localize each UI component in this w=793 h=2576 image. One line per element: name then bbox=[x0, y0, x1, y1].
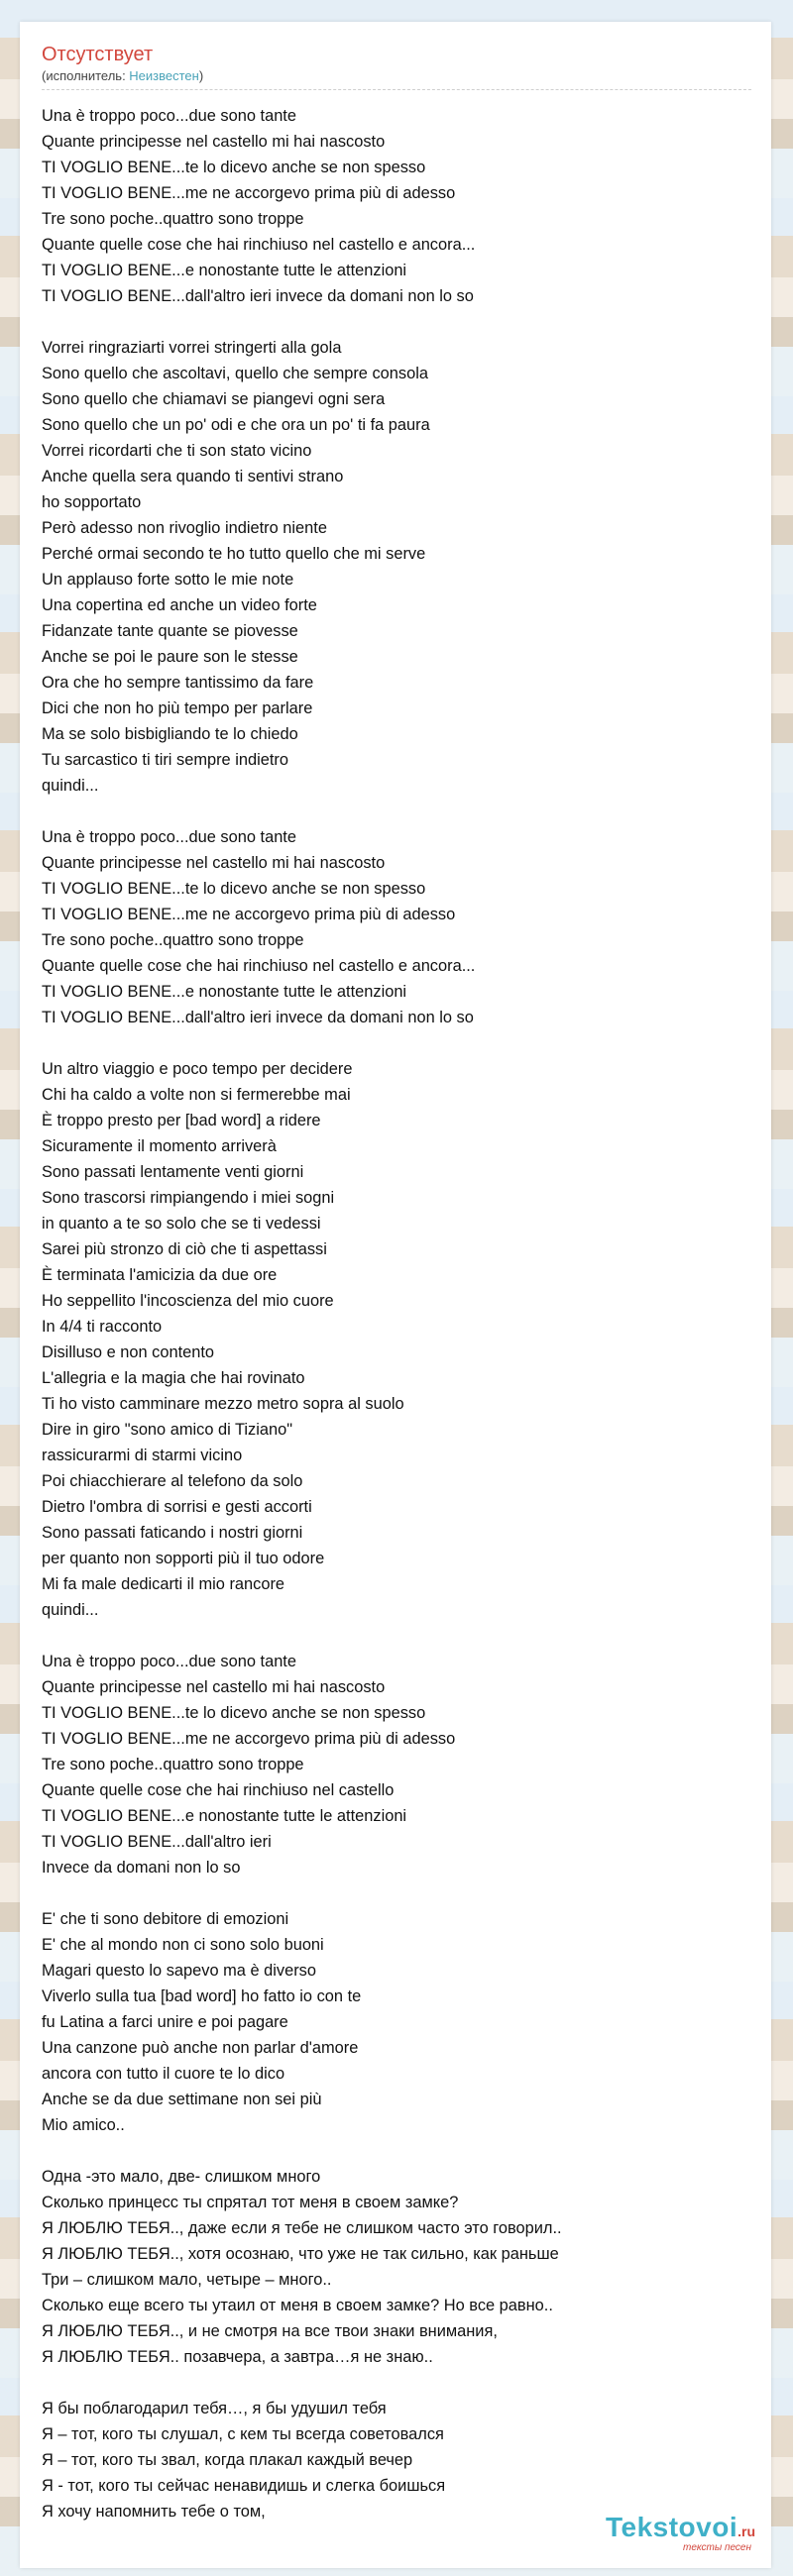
lyric-line: Viverlo sulla tua [bad word] ho fatto io con te bbox=[42, 1987, 362, 2005]
lyric-line: Я хочу напомнить тебе о том, bbox=[42, 2503, 266, 2521]
lyric-line: Сколько принцесс ты спрятал тот меня в своем замке? bbox=[42, 2194, 459, 2211]
lyric-line: Я – тот, кого ты звал, когда плакал каждый вечер bbox=[42, 2451, 413, 2469]
lyric-line: Disilluso e non contento bbox=[42, 1343, 215, 1361]
lyric-line: in quanto a te so solo che se ti vedessi bbox=[42, 1215, 321, 1233]
lyric-line: Vorrei ricordarti che ti son stato vicino bbox=[42, 442, 312, 460]
lyric-line: Sono passati lentamente venti giorni bbox=[42, 1163, 304, 1181]
lyric-line: Fidanzate tante quante se piovesse bbox=[42, 622, 298, 640]
lyric-line: TI VOGLIO BENE...te lo dicevo anche se non spesso bbox=[42, 159, 426, 176]
lyric-line: Tre sono poche..quattro sono troppe bbox=[42, 1756, 304, 1773]
lyric-line: Я бы поблагодарил тебя…, я бы удушил тебя bbox=[42, 2400, 387, 2417]
lyric-line: Però adesso non rivoglio indietro niente bbox=[42, 519, 327, 537]
lyrics-stanza bbox=[42, 2396, 751, 2524]
lyrics-stanza bbox=[42, 103, 751, 309]
lyric-line: Quante principesse nel castello mi hai nascosto bbox=[42, 1678, 386, 1696]
lyric-line: Dire in giro "sono amico di Tiziano" bbox=[42, 1421, 293, 1439]
lyric-line: Mio amico.. bbox=[42, 2116, 125, 2134]
lyric-line: Tu sarcastico ti tiri sempre indietro bbox=[42, 751, 288, 769]
lyric-line: Sono quello che ascoltavi, quello che sempre consola bbox=[42, 365, 428, 382]
lyric-line: E' che al mondo non ci sono solo buoni bbox=[42, 1936, 324, 1954]
lyric-line: Sarei più stronzo di ciò che ti aspettassi bbox=[42, 1240, 327, 1258]
lyric-line: Quante quelle cose che hai rinchiuso nel castello bbox=[42, 1781, 395, 1799]
lyric-line: Dici che non ho più tempo per parlare bbox=[42, 699, 313, 717]
lyrics-stanza bbox=[42, 1649, 751, 1880]
lyric-line: Сколько еще всего ты утаил от меня в своем замке? Но все равно.. bbox=[42, 2297, 553, 2314]
lyric-line: TI VOGLIO BENE...me ne accorgevo prima più di adesso bbox=[42, 906, 456, 923]
lyric-line: Quante quelle cose che hai rinchiuso nel castello e ancora... bbox=[42, 236, 476, 254]
lyric-line: Anche se da due settimane non sei più bbox=[42, 2091, 322, 2108]
artist-line bbox=[42, 67, 751, 85]
lyric-line: È troppo presto per [bad word] a ridere bbox=[42, 1112, 321, 1129]
lyric-line: Sono quello che un po' odi e che ora un po' ti fa paura bbox=[42, 416, 430, 434]
lyric-line: Quante principesse nel castello mi hai nascosto bbox=[42, 133, 386, 151]
logo-tagline: тексты песен bbox=[683, 2542, 751, 2553]
lyric-line: E' che ti sono debitore di emozioni bbox=[42, 1910, 289, 1928]
lyrics-stanza bbox=[42, 1056, 751, 1623]
lyric-line: Sono passati faticando i nostri giorni bbox=[42, 1524, 303, 1542]
lyrics-stanza bbox=[42, 335, 751, 799]
lyric-line: Magari questo lo sapevo ma è diverso bbox=[42, 1962, 316, 1980]
lyric-line: TI VOGLIO BENE...dall'altro ieri invece da domani non lo so bbox=[42, 287, 474, 305]
artist-suffix: ) bbox=[198, 68, 204, 83]
lyric-line: TI VOGLIO BENE...te lo dicevo anche se non spesso bbox=[42, 880, 426, 898]
lyric-line: TI VOGLIO BENE...dall'altro ieri invece da domani non lo so bbox=[42, 1009, 474, 1026]
lyric-line: Tre sono poche..quattro sono troppe bbox=[42, 931, 304, 949]
logo-tld: .ru bbox=[737, 2523, 755, 2539]
lyric-line: Una è troppo poco...due sono tante bbox=[42, 828, 296, 846]
lyric-line: Una copertina ed anche un video forte bbox=[42, 596, 317, 614]
lyric-line: Anche se poi le paure son le stesse bbox=[42, 648, 298, 666]
artist-prefix: (исполнитель: bbox=[42, 68, 130, 83]
lyric-line: Я ЛЮБЛЮ ТЕБЯ.., и не смотря на все твои знаки внимания, bbox=[42, 2322, 498, 2340]
lyric-line: Perché ormai secondo te ho tutto quello che mi serve bbox=[42, 545, 426, 563]
lyric-line: per quanto non sopporti più il tuo odore bbox=[42, 1550, 325, 1567]
lyric-line: quindi... bbox=[42, 777, 99, 795]
lyric-line: Sono trascorsi rimpiangendo i miei sogni bbox=[42, 1189, 335, 1207]
lyric-line: Anche quella sera quando ti sentivi strano bbox=[42, 468, 344, 485]
lyrics-body bbox=[42, 103, 751, 2550]
lyric-line: Одна -это мало, две- слишком много bbox=[42, 2168, 321, 2186]
lyric-line: Una è troppo poco...due sono tante bbox=[42, 107, 296, 125]
lyric-line: TI VOGLIO BENE...e nonostante tutte le attenzioni bbox=[42, 983, 407, 1001]
lyric-line: Ma se solo bisbigliando te lo chiedo bbox=[42, 725, 298, 743]
lyric-line: Un applauso forte sotto le mie note bbox=[42, 571, 294, 589]
song-title: Отсутствует bbox=[42, 44, 154, 65]
lyric-line: Ora che ho sempre tantissimo da fare bbox=[42, 674, 314, 692]
logo-name: Tekstovoi bbox=[605, 2512, 738, 2542]
lyric-line: ho sopportato bbox=[42, 493, 142, 511]
lyric-line: È terminata l'amicizia da due ore bbox=[42, 1266, 278, 1284]
lyric-line: Я - тот, кого ты сейчас ненавидишь и слегка боишься bbox=[42, 2477, 446, 2495]
lyric-line: fu Latina a farci unire e poi pagare bbox=[42, 2013, 288, 2031]
lyrics-card bbox=[20, 22, 771, 2568]
lyric-line: TI VOGLIO BENE...te lo dicevo anche se non spesso bbox=[42, 1704, 426, 1722]
lyric-line: Un altro viaggio e poco tempo per decidere bbox=[42, 1060, 353, 1078]
lyric-line: Vorrei ringraziarti vorrei stringerti alla gola bbox=[42, 339, 342, 357]
lyric-line: Я ЛЮБЛЮ ТЕБЯ.., даже если я тебе не слишком часто это говорил.. bbox=[42, 2219, 562, 2237]
lyric-line: TI VOGLIO BENE...dall'altro ieri bbox=[42, 1833, 272, 1851]
lyric-line: TI VOGLIO BENE...e nonostante tutte le attenzioni bbox=[42, 1807, 407, 1825]
lyric-line: Poi chiacchierare al telefono da solo bbox=[42, 1472, 303, 1490]
lyric-line: Я – тот, кого ты слушал, с кем ты всегда советовался bbox=[42, 2425, 444, 2443]
lyric-line: TI VOGLIO BENE...e nonostante tutte le attenzioni bbox=[42, 262, 407, 279]
lyric-line: quindi... bbox=[42, 1601, 99, 1619]
lyrics-stanza bbox=[42, 1906, 751, 2138]
lyric-line: rassicurarmi di starmi vicino bbox=[42, 1447, 243, 1464]
lyric-line: ancora con tutto il cuore te lo dico bbox=[42, 2065, 285, 2083]
lyric-line: Три – слишком мало, четыре – много.. bbox=[42, 2271, 332, 2289]
lyric-line: Ti ho visto camminare mezzo metro sopra al suolo bbox=[42, 1395, 404, 1413]
lyric-line: In 4/4 ti racconto bbox=[42, 1318, 163, 1336]
lyric-line: TI VOGLIO BENE...me ne accorgevo prima più di adesso bbox=[42, 184, 456, 202]
lyric-line: Quante principesse nel castello mi hai nascosto bbox=[42, 854, 386, 872]
lyric-line: Chi ha caldo a volte non si fermerebbe mai bbox=[42, 1086, 351, 1104]
lyric-line: Dietro l'ombra di sorrisi e gesti accorti bbox=[42, 1498, 312, 1516]
lyrics-stanza bbox=[42, 2164, 751, 2370]
lyric-line: Invece da domani non lo so bbox=[42, 1859, 241, 1877]
lyric-line: Una è troppo poco...due sono tante bbox=[42, 1653, 296, 1670]
lyric-line: Una canzone può anche non parlar d'amore bbox=[42, 2039, 359, 2057]
artist-link[interactable]: Неизвестен bbox=[129, 68, 199, 83]
song-header bbox=[42, 42, 751, 90]
lyric-line: Я ЛЮБЛЮ ТЕБЯ.., хотя осознаю, что уже не так сильно, как раньше bbox=[42, 2245, 559, 2263]
lyrics-stanza bbox=[42, 824, 751, 1030]
lyric-line: Mi fa male dedicarti il mio rancore bbox=[42, 1575, 285, 1593]
lyric-line: Ho seppellito l'incoscienza del mio cuore bbox=[42, 1292, 334, 1310]
lyric-line: Sono quello che chiamavi se piangevi ogni sera bbox=[42, 390, 386, 408]
site-logo[interactable] bbox=[606, 2513, 755, 2554]
lyric-line: Я ЛЮБЛЮ ТЕБЯ.. позавчера, а завтра…я не знаю.. bbox=[42, 2348, 433, 2366]
lyric-line: Quante quelle cose che hai rinchiuso nel castello e ancora... bbox=[42, 957, 476, 975]
lyric-line: Sicuramente il momento arriverà bbox=[42, 1137, 277, 1155]
lyric-line: L'allegria e la magia che hai rovinato bbox=[42, 1369, 305, 1387]
lyric-line: TI VOGLIO BENE...me ne accorgevo prima più di adesso bbox=[42, 1730, 456, 1748]
lyric-line: Tre sono poche..quattro sono troppe bbox=[42, 210, 304, 228]
